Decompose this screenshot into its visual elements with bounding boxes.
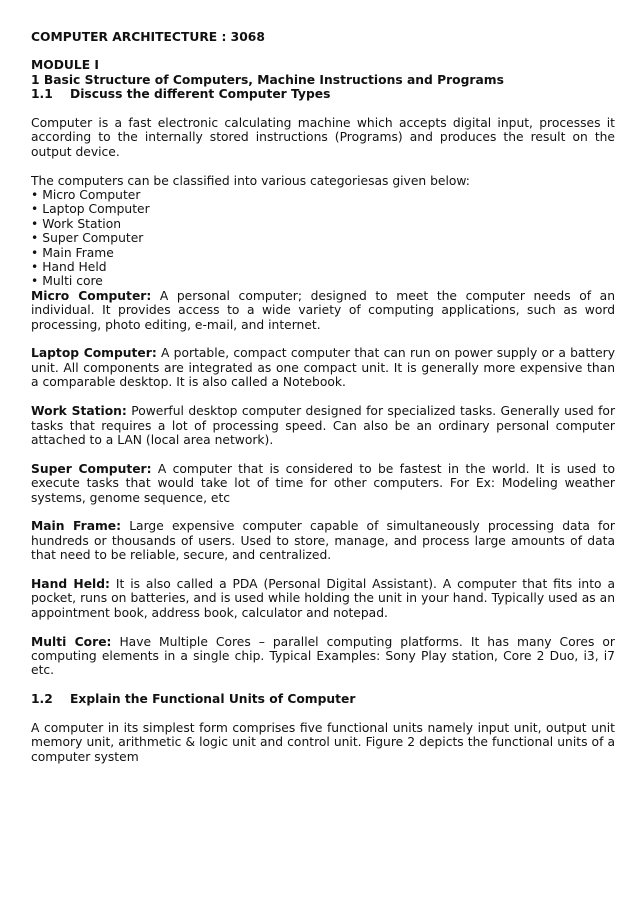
definition-text: A personal computer; designed to meet the computer needs of an individual. It provides access to a wide variety of computing applications, such as word processing, photo editing, e-mail, and internet. bbox=[31, 288, 615, 332]
list-item: • Hand Held bbox=[31, 260, 615, 274]
list-item: • Super Computer bbox=[31, 231, 615, 245]
section-heading-1-1 bbox=[31, 87, 615, 101]
definition-work-station bbox=[31, 404, 615, 447]
definition-text: A computer that is considered to be fastest in the world. It is used to execute tasks that would take lot of time for other computers. For Ex: Modeling weather systems, genome sequence, etc bbox=[31, 461, 615, 505]
definition-main-frame bbox=[31, 519, 615, 562]
definition-term: Work Station: bbox=[31, 404, 127, 419]
definition-text: Large expensive computer capable of simultaneously processing data for hundreds or thousands of users. Used to store, manage, and process large amounts of data that need to be reliable, secure, and centralized. bbox=[31, 519, 615, 563]
definition-micro-computer bbox=[31, 289, 615, 332]
document-title: COMPUTER ARCHITECTURE : 3068 bbox=[31, 30, 265, 44]
list-item: • Multi core bbox=[31, 274, 615, 288]
classification-intro: The computers can be classified into various categoriesas given below: bbox=[31, 173, 470, 188]
definition-multi-core bbox=[31, 635, 615, 678]
definition-text: Powerful desktop computer designed for specialized tasks. Generally used for tasks that requires a lot of processing speed. Can also be an ordinary personal computer attached to a LAN (local area network). bbox=[31, 404, 615, 447]
section-heading-1-2 bbox=[31, 692, 615, 706]
list-item: • Micro Computer bbox=[31, 188, 615, 202]
section-title: Explain the Functional Units of Computer bbox=[70, 692, 356, 707]
list-item: • Laptop Computer bbox=[31, 202, 615, 216]
definition-term: Main Frame: bbox=[31, 519, 122, 534]
functional-units-paragraph: A computer in its simplest form comprises five functional units namely input unit, output unit memory unit, arithmetic & logic unit and control unit. Figure 2 depicts the functional units of a computer system bbox=[31, 720, 615, 764]
definition-super-computer bbox=[31, 462, 615, 505]
definition-term: Super Computer: bbox=[31, 461, 152, 476]
section-number: 1.2 bbox=[31, 692, 53, 707]
list-item: • Work Station bbox=[31, 217, 615, 231]
definition-term: Multi Core: bbox=[31, 634, 112, 649]
definition-text: It is also called a PDA (Personal Digital Assistant). A computer that fits into a pocket, runs on batteries, and is used while holding the unit in your hand. Typically used as an appointment book, address book, calculator and notepad. bbox=[31, 576, 615, 620]
intro-paragraph: Computer is a fast electronic calculating machine which accepts digital input, processes it according to the internally stored instructions (Programs) and produces the result on the output device. bbox=[31, 116, 615, 159]
module-heading: MODULE I bbox=[31, 58, 99, 73]
definition-laptop-computer bbox=[31, 346, 615, 389]
list-item: • Main Frame bbox=[31, 246, 615, 260]
definition-text: Have Multiple Cores – parallel computing platforms. It has many Cores or computing elements in a single chip. Typical Examples: Sony Play station, Core 2 Duo, i3, i7 etc. bbox=[31, 634, 615, 678]
definition-term: Laptop Computer: bbox=[31, 346, 157, 361]
section-title: Discuss the different Computer Types bbox=[70, 87, 331, 102]
definition-hand-held bbox=[31, 577, 615, 620]
definition-term: Micro Computer: bbox=[31, 288, 152, 303]
category-list bbox=[31, 188, 615, 289]
definition-term: Hand Held: bbox=[31, 576, 110, 591]
section-number: 1.1 bbox=[31, 87, 53, 102]
chapter-heading: 1 Basic Structure of Computers, Machine Instructions and Programs bbox=[31, 72, 504, 87]
definition-text: A portable, compact computer that can run on power supply or a battery unit. All components are integrated as one compact unit. It is generally more expensive than a comparable desktop. It is also called a Notebook. bbox=[31, 346, 615, 390]
